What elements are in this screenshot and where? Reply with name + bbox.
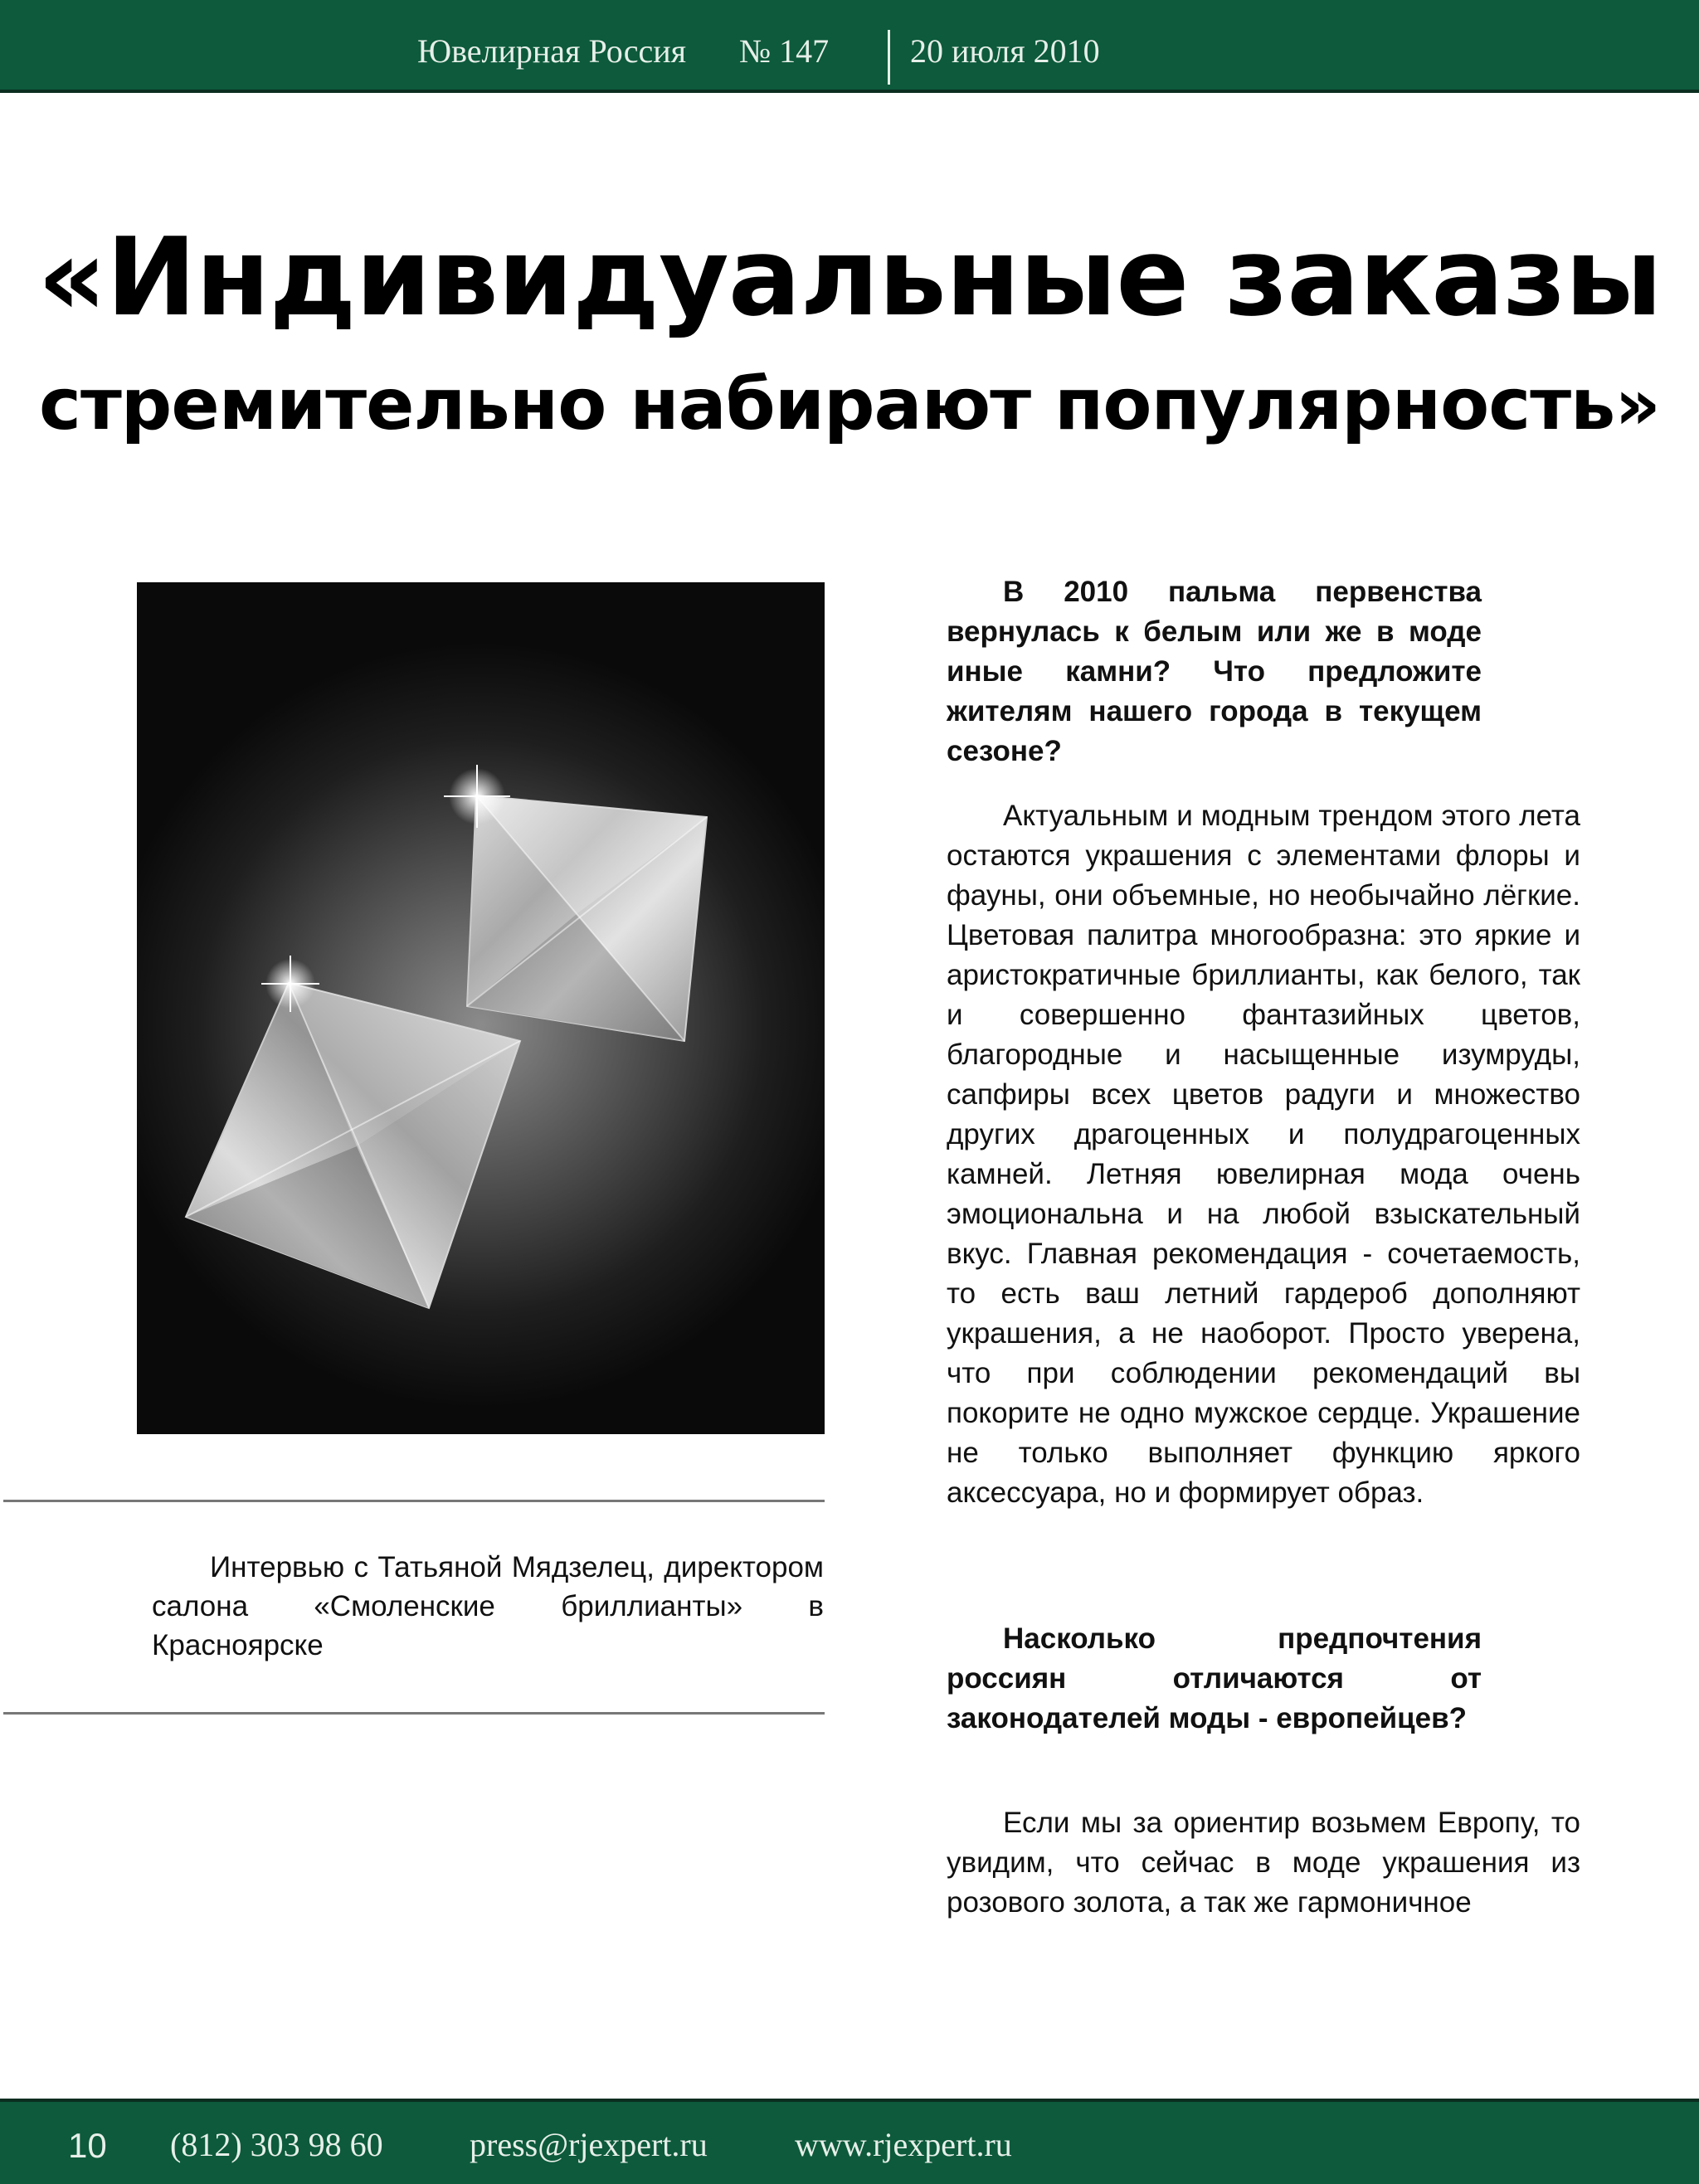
- diamond-upper: [467, 795, 707, 1041]
- question-2: Насколько предпочтения россиян отличаются от законодателей моды - европейцев?: [947, 1622, 1482, 1734]
- issue-date: 20 июля 2010: [910, 32, 1100, 70]
- caption-rule-bottom: [3, 1712, 825, 1715]
- issue-number: № 147: [739, 32, 830, 70]
- article-title-line1: «Индивидуальные заказы: [37, 214, 1662, 340]
- publication-name: Ювелирная Россия: [417, 32, 687, 70]
- diamonds-icon: [137, 582, 825, 1434]
- page-header: [0, 0, 1699, 93]
- page-number: 10: [68, 2126, 107, 2165]
- answer-2: Если мы за ориентир возьмем Европу, то увидим, что сейчас в моде украшения из розового золота, а так же гармоничное: [947, 1807, 1580, 1919]
- diamonds-photo: [137, 582, 825, 1434]
- caption-rule-top: [3, 1500, 825, 1502]
- article-title-line2: стремительно набирают популярность»: [38, 363, 1660, 446]
- answer-1: Актуальным и модным трендом этого лета остаются украшения с элементами флоры и фауны, они объемные, но необычайно лёгкие. Цветовая палитра многообразна: это яркие и аристократичные бриллианты, как белого, так и совершенно фантазийных цветов, благородные и насыщенные изумруды, сапфиры всех цветов радуги и множество других драгоценных и полудрагоценных камней. Летняя ювелирная мода очень эмоциональна и на любой взыскательный вкус. Главная рекомендация - сочетаемость, то есть ваш летний гардероб дополняют украшения, а не наоборот. Просто уверена, что при соблюдении рекомендаций вы покорите не одно мужское сердце. Украшение не только выполняет функцию яркого аксессуара, но и формирует образ.: [947, 800, 1580, 1509]
- question-1: В 2010 пальма первенства вернулась к белым или же в моде иные камни? Что предложите жителям нашего города в текущем сезоне?: [947, 576, 1482, 767]
- page-footer: [0, 2099, 1699, 2184]
- photo-caption: Интервью с Татьяной Мядзелец, директором салона «Смоленские бриллианты» в Красноярске: [152, 1551, 824, 1661]
- footer-phone: (812) 303 98 60: [170, 2126, 383, 2163]
- header-divider: [888, 30, 890, 85]
- footer-website[interactable]: www.rjexpert.ru: [795, 2126, 1012, 2163]
- diamond-lower: [186, 983, 520, 1308]
- footer-email[interactable]: press@rjexpert.ru: [470, 2126, 708, 2163]
